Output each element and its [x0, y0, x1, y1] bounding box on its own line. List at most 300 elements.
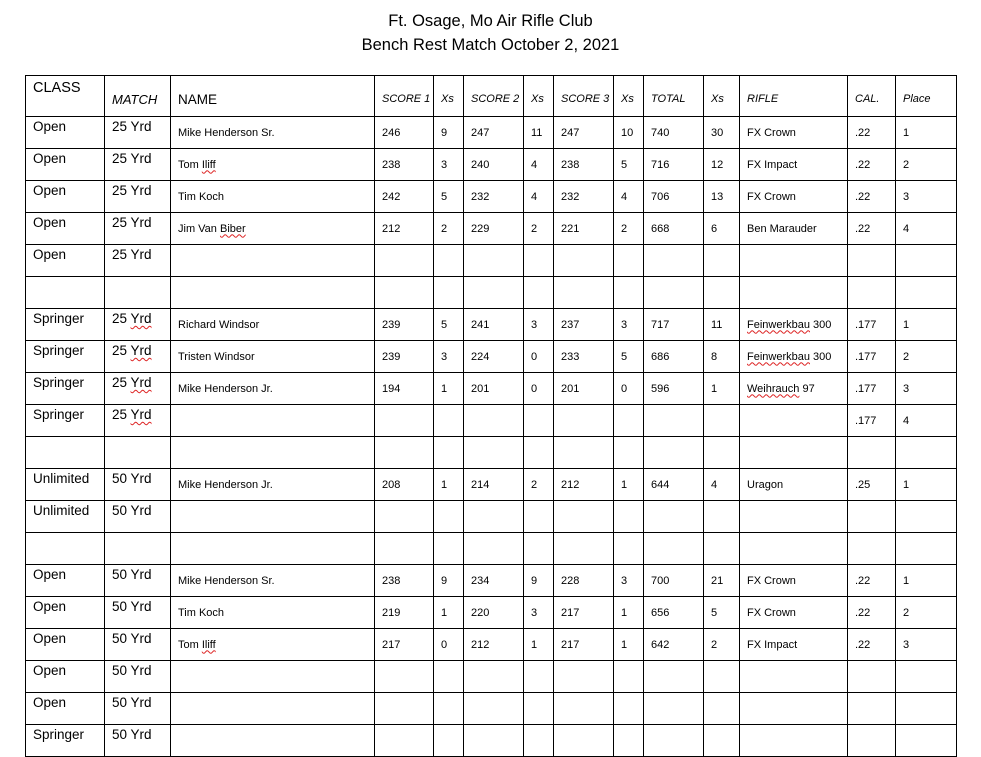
document-title: Ft. Osage, Mo Air Rifle Club: [388, 12, 593, 30]
table-row: [26, 181, 957, 213]
cell-xs-1: 9: [434, 117, 464, 149]
cell-score-1: 239: [375, 309, 434, 341]
cell-caliber: .22: [848, 629, 896, 661]
cell-total: 717: [644, 309, 704, 341]
table-row: [26, 277, 957, 309]
cell-xs-3: 5: [614, 341, 644, 373]
cell-xs-1: [434, 245, 464, 277]
cell-rifle: [740, 437, 848, 469]
cell-xs-2: 3: [524, 597, 554, 629]
cell-match: 25 Yrd: [105, 405, 171, 437]
cell-xs-1: [434, 405, 464, 437]
cell-xs-2: 4: [524, 149, 554, 181]
cell-place: 1: [896, 565, 957, 597]
cell-rifle: [740, 725, 848, 757]
cell-name: Tim Koch: [171, 597, 375, 629]
cell-match: 25 Yrd: [105, 117, 171, 149]
cell-score-1: [375, 693, 434, 725]
cell-score-2: 212: [464, 629, 524, 661]
table-row: [26, 629, 957, 661]
table-row: [26, 597, 957, 629]
cell-xs-total: 2: [704, 629, 740, 661]
cell-class: Open: [26, 661, 105, 693]
header-row: [26, 76, 957, 117]
cell-xs-total: 30: [704, 117, 740, 149]
cell-score-2: 201: [464, 373, 524, 405]
cell-score-3: [554, 661, 614, 693]
cell-xs-3: [614, 277, 644, 309]
cell-rifle: FX Crown: [740, 117, 848, 149]
cell-xs-1: 5: [434, 309, 464, 341]
cell-caliber: .177: [848, 341, 896, 373]
cell-xs-3: [614, 533, 644, 565]
cell-class: Open: [26, 597, 105, 629]
cell-caliber: .22: [848, 117, 896, 149]
cell-place: 4: [896, 213, 957, 245]
header-score-2: SCORE 2: [464, 76, 524, 117]
cell-place: [896, 245, 957, 277]
cell-match: [105, 277, 171, 309]
cell-xs-3: 3: [614, 565, 644, 597]
cell-total: [644, 245, 704, 277]
cell-rifle: [740, 533, 848, 565]
cell-rifle: FX Crown: [740, 181, 848, 213]
cell-xs-1: [434, 277, 464, 309]
cell-class: Open: [26, 117, 105, 149]
cell-total: [644, 405, 704, 437]
cell-xs-total: [704, 405, 740, 437]
header-rifle: RIFLE: [740, 76, 848, 117]
cell-caliber: .177: [848, 373, 896, 405]
cell-score-2: 240: [464, 149, 524, 181]
cell-xs-3: [614, 501, 644, 533]
table-row: [26, 149, 957, 181]
cell-xs-2: [524, 725, 554, 757]
cell-score-1: [375, 725, 434, 757]
cell-xs-total: [704, 533, 740, 565]
cell-rifle: Feinwerkbau 300: [740, 309, 848, 341]
cell-place: 3: [896, 629, 957, 661]
cell-xs-2: [524, 501, 554, 533]
cell-xs-3: [614, 693, 644, 725]
header-xs-3: Xs: [614, 76, 644, 117]
cell-name: Richard Windsor: [171, 309, 375, 341]
cell-total: [644, 693, 704, 725]
cell-rifle: FX Impact: [740, 149, 848, 181]
cell-xs-total: [704, 277, 740, 309]
cell-score-3: 237: [554, 309, 614, 341]
cell-score-3: [554, 725, 614, 757]
cell-xs-2: 0: [524, 341, 554, 373]
cell-caliber: [848, 245, 896, 277]
table-row: [26, 565, 957, 597]
cell-xs-total: [704, 693, 740, 725]
cell-score-1: [375, 661, 434, 693]
cell-match: 25 Yrd: [105, 213, 171, 245]
cell-name: [171, 501, 375, 533]
cell-name: [171, 437, 375, 469]
header-score-1: SCORE 1: [375, 76, 434, 117]
cell-rifle: FX Impact: [740, 629, 848, 661]
cell-xs-1: 3: [434, 149, 464, 181]
cell-score-3: [554, 277, 614, 309]
cell-name: Tim Koch: [171, 181, 375, 213]
cell-name: Tom Iliff: [171, 149, 375, 181]
cell-xs-total: [704, 725, 740, 757]
cell-caliber: [848, 661, 896, 693]
cell-rifle: [740, 501, 848, 533]
cell-score-1: [375, 533, 434, 565]
cell-class: [26, 277, 105, 309]
cell-xs-2: [524, 533, 554, 565]
cell-rifle: Feinwerkbau 300: [740, 341, 848, 373]
cell-place: [896, 437, 957, 469]
cell-rifle: [740, 661, 848, 693]
cell-xs-2: 1: [524, 629, 554, 661]
header-xs-2: Xs: [524, 76, 554, 117]
table-row: [26, 469, 957, 501]
cell-caliber: [848, 725, 896, 757]
cell-total: [644, 501, 704, 533]
cell-total: 716: [644, 149, 704, 181]
cell-total: 656: [644, 597, 704, 629]
cell-xs-1: 3: [434, 341, 464, 373]
cell-class: Springer: [26, 309, 105, 341]
table-row: [26, 533, 957, 565]
cell-class: Unlimited: [26, 501, 105, 533]
cell-class: Open: [26, 181, 105, 213]
cell-place: [896, 725, 957, 757]
cell-xs-1: [434, 533, 464, 565]
cell-total: 700: [644, 565, 704, 597]
cell-score-2: 214: [464, 469, 524, 501]
cell-xs-total: 6: [704, 213, 740, 245]
cell-total: 706: [644, 181, 704, 213]
cell-xs-total: [704, 245, 740, 277]
cell-match: 25 Yrd: [105, 181, 171, 213]
cell-caliber: .177: [848, 405, 896, 437]
table-row: [26, 501, 957, 533]
cell-xs-2: [524, 661, 554, 693]
cell-place: [896, 277, 957, 309]
cell-rifle: [740, 277, 848, 309]
cell-class: Springer: [26, 373, 105, 405]
cell-xs-3: 2: [614, 213, 644, 245]
cell-score-1: [375, 277, 434, 309]
table-header: [26, 76, 957, 117]
table-row: [26, 341, 957, 373]
cell-place: 2: [896, 149, 957, 181]
cell-xs-1: 5: [434, 181, 464, 213]
cell-caliber: .22: [848, 213, 896, 245]
cell-name: Jim Van Biber: [171, 213, 375, 245]
cell-xs-total: 1: [704, 373, 740, 405]
cell-match: 25 Yrd: [105, 341, 171, 373]
cell-score-2: [464, 405, 524, 437]
cell-name: Mike Henderson Jr.: [171, 373, 375, 405]
cell-xs-total: 8: [704, 341, 740, 373]
cell-match: 50 Yrd: [105, 661, 171, 693]
cell-total: 644: [644, 469, 704, 501]
cell-rifle: [740, 693, 848, 725]
cell-xs-3: 3: [614, 309, 644, 341]
cell-caliber: .22: [848, 181, 896, 213]
cell-xs-1: 0: [434, 629, 464, 661]
table-row: [26, 213, 957, 245]
cell-class: Open: [26, 565, 105, 597]
cell-total: 642: [644, 629, 704, 661]
cell-xs-total: 21: [704, 565, 740, 597]
cell-total: 596: [644, 373, 704, 405]
cell-caliber: [848, 693, 896, 725]
cell-score-3: 232: [554, 181, 614, 213]
cell-score-3: 247: [554, 117, 614, 149]
cell-xs-3: 10: [614, 117, 644, 149]
cell-xs-3: 4: [614, 181, 644, 213]
cell-score-1: [375, 501, 434, 533]
cell-score-1: [375, 245, 434, 277]
cell-xs-2: 9: [524, 565, 554, 597]
cell-total: 668: [644, 213, 704, 245]
cell-score-1: 217: [375, 629, 434, 661]
table-row: [26, 309, 957, 341]
header-xs-1: Xs: [434, 76, 464, 117]
cell-class: Open: [26, 213, 105, 245]
cell-class: [26, 437, 105, 469]
cell-match: 50 Yrd: [105, 597, 171, 629]
cell-name: Tom Iliff: [171, 629, 375, 661]
cell-xs-2: [524, 277, 554, 309]
cell-place: 4: [896, 405, 957, 437]
cell-match: 50 Yrd: [105, 565, 171, 597]
cell-score-2: 241: [464, 309, 524, 341]
table-row: [26, 373, 957, 405]
results-table: [25, 75, 957, 757]
cell-xs-1: [434, 501, 464, 533]
cell-score-1: 219: [375, 597, 434, 629]
cell-xs-total: 12: [704, 149, 740, 181]
cell-match: 25 Yrd: [105, 149, 171, 181]
cell-total: 740: [644, 117, 704, 149]
cell-place: [896, 661, 957, 693]
cell-score-2: [464, 725, 524, 757]
cell-name: Mike Henderson Sr.: [171, 117, 375, 149]
cell-xs-3: [614, 661, 644, 693]
cell-class: Springer: [26, 405, 105, 437]
cell-xs-1: 1: [434, 597, 464, 629]
cell-score-3: 217: [554, 629, 614, 661]
cell-match: 25 Yrd: [105, 309, 171, 341]
cell-xs-2: 0: [524, 373, 554, 405]
cell-name: [171, 693, 375, 725]
cell-match: 50 Yrd: [105, 725, 171, 757]
cell-score-2: [464, 501, 524, 533]
table-row: [26, 245, 957, 277]
cell-score-2: [464, 533, 524, 565]
cell-class: Springer: [26, 725, 105, 757]
cell-match: 50 Yrd: [105, 469, 171, 501]
cell-caliber: [848, 501, 896, 533]
cell-xs-3: 0: [614, 373, 644, 405]
cell-score-2: 229: [464, 213, 524, 245]
cell-xs-total: [704, 661, 740, 693]
cell-score-3: [554, 501, 614, 533]
cell-name: [171, 725, 375, 757]
cell-match: 50 Yrd: [105, 693, 171, 725]
cell-xs-2: 2: [524, 469, 554, 501]
header-xs-total: Xs: [704, 76, 740, 117]
cell-place: 1: [896, 469, 957, 501]
cell-xs-3: [614, 725, 644, 757]
cell-place: [896, 501, 957, 533]
cell-xs-3: [614, 437, 644, 469]
cell-score-2: 220: [464, 597, 524, 629]
document-subtitle: Bench Rest Match October 2, 2021: [361, 36, 620, 54]
cell-xs-total: 13: [704, 181, 740, 213]
cell-rifle: [740, 405, 848, 437]
cell-score-1: 239: [375, 341, 434, 373]
cell-xs-total: 4: [704, 469, 740, 501]
cell-score-1: [375, 405, 434, 437]
cell-xs-2: [524, 245, 554, 277]
table-row: [26, 405, 957, 437]
cell-xs-total: [704, 501, 740, 533]
table-row: [26, 661, 957, 693]
cell-name: [171, 245, 375, 277]
cell-xs-3: 5: [614, 149, 644, 181]
cell-caliber: .22: [848, 565, 896, 597]
cell-class: Unlimited: [26, 469, 105, 501]
cell-xs-2: 2: [524, 213, 554, 245]
cell-class: Open: [26, 629, 105, 661]
cell-place: [896, 693, 957, 725]
cell-caliber: .25: [848, 469, 896, 501]
cell-score-1: [375, 437, 434, 469]
cell-class: Springer: [26, 341, 105, 373]
cell-score-2: 224: [464, 341, 524, 373]
header-name: NAME: [171, 76, 375, 117]
cell-rifle: Weihrauch 97: [740, 373, 848, 405]
cell-score-3: [554, 693, 614, 725]
cell-xs-1: 1: [434, 469, 464, 501]
cell-score-1: 212: [375, 213, 434, 245]
cell-name: [171, 405, 375, 437]
header-score-3: SCORE 3: [554, 76, 614, 117]
cell-place: 1: [896, 309, 957, 341]
header-place: Place: [896, 76, 957, 117]
cell-match: 25 Yrd: [105, 245, 171, 277]
cell-xs-3: 1: [614, 597, 644, 629]
cell-score-3: 221: [554, 213, 614, 245]
cell-score-2: [464, 277, 524, 309]
cell-name: [171, 661, 375, 693]
cell-xs-1: 2: [434, 213, 464, 245]
cell-xs-3: 1: [614, 629, 644, 661]
header-caliber: CAL.: [848, 76, 896, 117]
cell-score-1: 238: [375, 565, 434, 597]
cell-score-3: [554, 533, 614, 565]
cell-class: Open: [26, 149, 105, 181]
cell-xs-1: [434, 437, 464, 469]
cell-rifle: [740, 245, 848, 277]
cell-score-3: 228: [554, 565, 614, 597]
cell-rifle: Uragon: [740, 469, 848, 501]
cell-place: 2: [896, 597, 957, 629]
table-row: [26, 725, 957, 757]
header-class: CLASS: [26, 76, 105, 117]
cell-score-3: [554, 437, 614, 469]
cell-rifle: FX Crown: [740, 565, 848, 597]
cell-place: 2: [896, 341, 957, 373]
cell-score-1: 246: [375, 117, 434, 149]
cell-match: 50 Yrd: [105, 629, 171, 661]
cell-xs-1: [434, 725, 464, 757]
cell-xs-2: [524, 693, 554, 725]
cell-place: 1: [896, 117, 957, 149]
cell-xs-total: 11: [704, 309, 740, 341]
cell-match: 50 Yrd: [105, 501, 171, 533]
cell-score-1: 194: [375, 373, 434, 405]
cell-total: [644, 661, 704, 693]
table-row: [26, 693, 957, 725]
cell-score-3: 201: [554, 373, 614, 405]
table-body: [26, 117, 957, 757]
cell-place: [896, 533, 957, 565]
cell-match: [105, 437, 171, 469]
cell-match: 25 Yrd: [105, 373, 171, 405]
cell-xs-2: 11: [524, 117, 554, 149]
cell-total: [644, 277, 704, 309]
cell-score-3: [554, 405, 614, 437]
cell-xs-1: [434, 661, 464, 693]
cell-score-2: [464, 437, 524, 469]
cell-score-3: 217: [554, 597, 614, 629]
cell-caliber: [848, 277, 896, 309]
header-match: MATCH: [105, 76, 171, 117]
cell-xs-2: [524, 437, 554, 469]
cell-total: 686: [644, 341, 704, 373]
cell-score-1: 238: [375, 149, 434, 181]
cell-rifle: FX Crown: [740, 597, 848, 629]
cell-total: [644, 725, 704, 757]
cell-rifle: Ben Marauder: [740, 213, 848, 245]
cell-class: Open: [26, 693, 105, 725]
cell-caliber: .22: [848, 597, 896, 629]
cell-caliber: [848, 533, 896, 565]
cell-name: Mike Henderson Sr.: [171, 565, 375, 597]
cell-name: [171, 533, 375, 565]
cell-name: Tristen Windsor: [171, 341, 375, 373]
cell-score-2: [464, 661, 524, 693]
cell-xs-1: [434, 693, 464, 725]
cell-class: [26, 533, 105, 565]
cell-score-3: 212: [554, 469, 614, 501]
cell-caliber: [848, 437, 896, 469]
cell-place: 3: [896, 181, 957, 213]
cell-score-3: [554, 245, 614, 277]
cell-caliber: .177: [848, 309, 896, 341]
cell-score-2: 247: [464, 117, 524, 149]
cell-place: 3: [896, 373, 957, 405]
cell-total: [644, 437, 704, 469]
cell-match: [105, 533, 171, 565]
cell-caliber: .22: [848, 149, 896, 181]
cell-total: [644, 533, 704, 565]
cell-xs-total: 5: [704, 597, 740, 629]
cell-xs-total: [704, 437, 740, 469]
cell-xs-2: 4: [524, 181, 554, 213]
cell-class: Open: [26, 245, 105, 277]
